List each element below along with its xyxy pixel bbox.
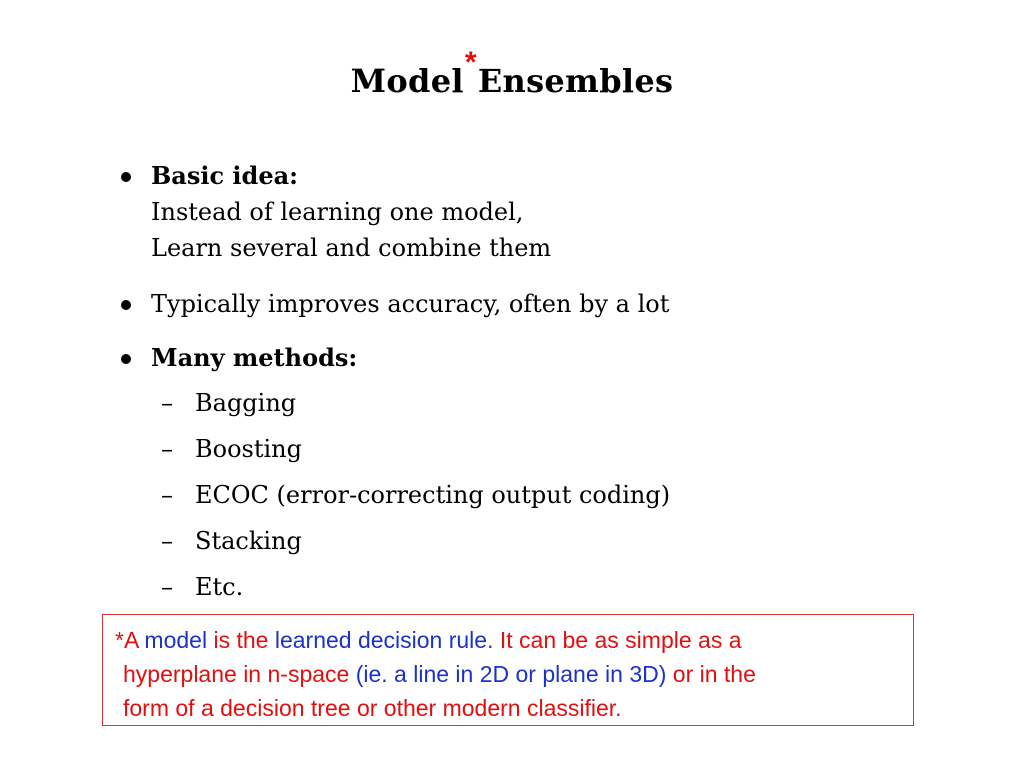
title-word-model: Model [350, 62, 464, 100]
bullet-text: Typically improves accuracy, often by a lot [151, 290, 670, 318]
footnote-line-1 [115, 623, 903, 657]
footnote-text: *A [115, 627, 145, 653]
dash-marker: – [161, 435, 173, 463]
method-label: Boosting [195, 435, 302, 463]
bullet-heading: Basic idea: [151, 161, 299, 190]
dash-marker: – [161, 573, 173, 601]
footnote-text: is the [207, 627, 275, 653]
method-item-ecoc [151, 472, 918, 518]
bullet-text-line: Learn several and combine them [151, 234, 552, 262]
footnote-text: It can be as simple as a [493, 627, 742, 653]
bullet-dot-icon [121, 354, 131, 364]
method-item-bagging [151, 380, 918, 426]
footnote-line-2 [115, 657, 903, 691]
bullet-heading: Many methods: [151, 343, 358, 372]
dash-marker: – [161, 389, 173, 417]
footnote-term: model [144, 627, 208, 653]
footnote-text: form of a decision tree or other modern classifier. [123, 695, 622, 721]
methods-sublist [151, 380, 918, 610]
method-item-stacking [151, 518, 918, 564]
bullet-many-methods [118, 340, 918, 610]
footnote-asterisk: * [464, 46, 477, 79]
title-word-ensembles: Ensembles [477, 62, 674, 100]
footnote-term: learned decision rule. [274, 627, 494, 653]
method-item-etc [151, 564, 918, 610]
bullet-dot-icon [121, 172, 131, 182]
method-label: ECOC (error-correcting output coding) [195, 481, 671, 509]
bullet-list [118, 158, 918, 610]
method-label: Bagging [195, 389, 297, 417]
method-label: Stacking [195, 527, 302, 555]
footnote-line-3 [115, 691, 903, 725]
dash-marker: – [161, 481, 173, 509]
bullet-dot-icon [121, 300, 131, 310]
method-item-boosting [151, 426, 918, 472]
footnote-text: or in the [666, 661, 756, 687]
footnote-term: (ie. a line in 2D or plane in 3D) [349, 661, 667, 687]
slide-title [0, 46, 1024, 100]
bullet-basic-idea [118, 158, 918, 266]
bullet-text-line: Instead of learning one model, [151, 198, 524, 226]
footnote-box [102, 614, 914, 726]
footnote-text: hyperplane in n-space [123, 661, 350, 687]
bullet-accuracy [118, 286, 918, 322]
dash-marker: – [161, 527, 173, 555]
method-label: Etc. [195, 573, 244, 601]
